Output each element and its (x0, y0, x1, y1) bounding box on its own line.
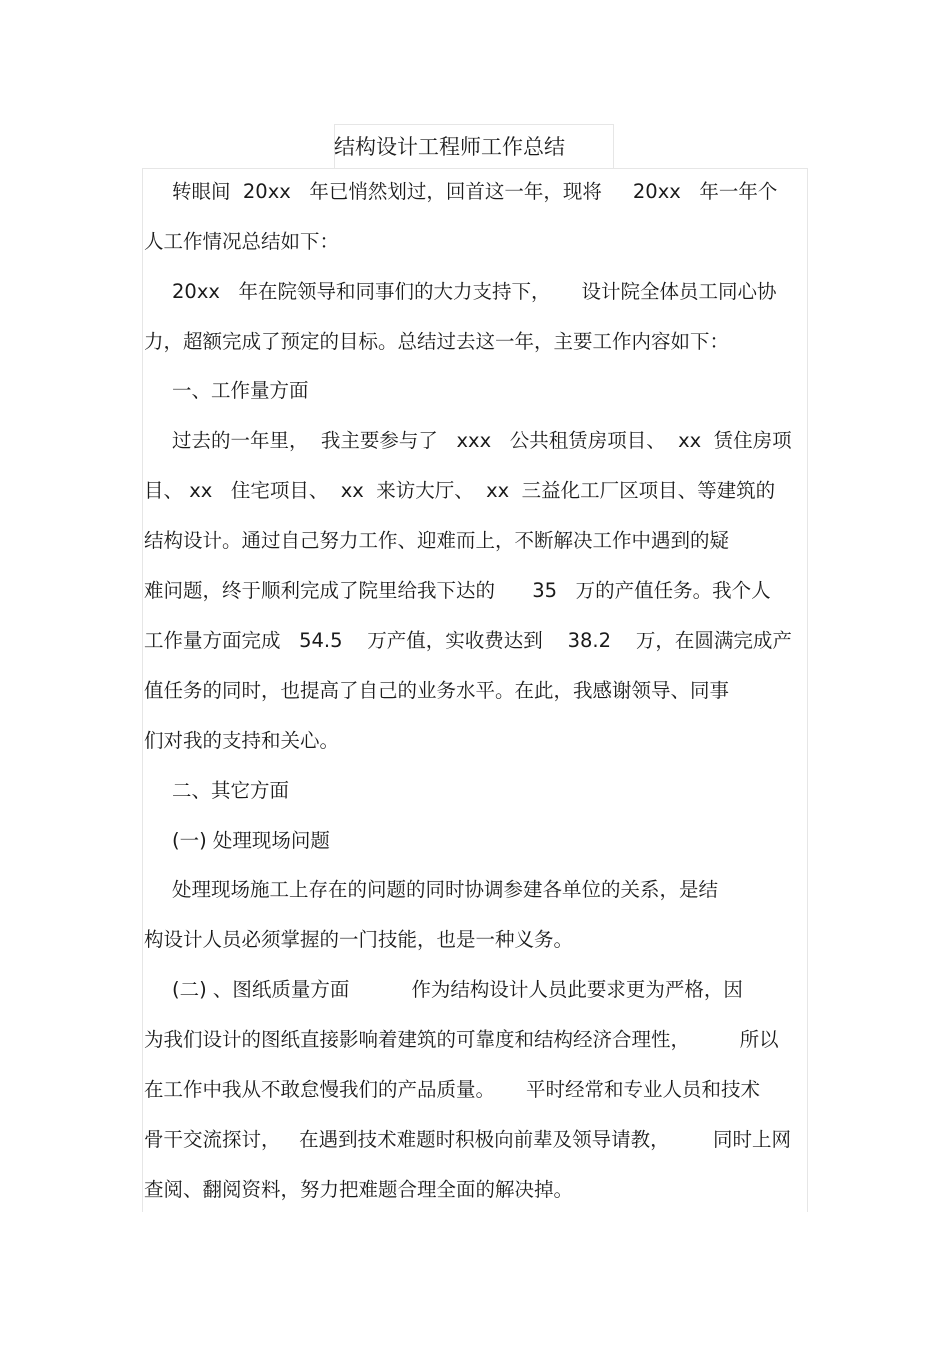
section-heading: 一、工作量方面 (172, 379, 309, 402)
text-line: 构设计人员必须掌握的一门技能，也是一种义务。 (144, 928, 574, 951)
text-line: 结构设计。通过自己努力工作、迎难而上，不断解决工作中遇到的疑 (144, 529, 730, 552)
text-line: 力，超额完成了预定的目标。总结过去这一年，主要工作内容如下： (144, 330, 730, 353)
section-heading: 二、其它方面 (172, 779, 290, 802)
text-line: 工作量方面完成 54.5 万产值，实收费达到 38.2 万，在圆满完成产 (144, 629, 792, 652)
text-line: 过去的一年里， 我主要参与了 xxx 公共租赁房项目、 xx 赁住房项 (172, 429, 792, 452)
text-line: 人工作情况总结如下： (144, 230, 340, 253)
text-line: 在工作中我从不敢怠慢我们的产品质量。 平时经常和专业人员和技术 (144, 1078, 760, 1101)
subsection-heading: (一) 处理现场问题 (172, 829, 330, 852)
document-title: 结构设计工程师工作总结 (334, 135, 565, 159)
text-line: (二) 、图纸质量方面 作为结构设计人员此要求更为严格，因 (172, 978, 743, 1001)
text-line: 查阅、翻阅资料，努力把难题合理全面的解决掉。 (144, 1178, 574, 1201)
text-line: 处理现场施工上存在的问题的同时协调参建各单位的关系，是结 (172, 878, 719, 901)
text-line: 难问题，终于顺利完成了院里给我下达的 35 万的产值任务。我个人 (144, 579, 771, 602)
text-line: 们对我的支持和关心。 (144, 729, 340, 752)
text-line: 转眼间 20xx 年已悄然划过，回首这一年，现将 20xx 年一年个 (172, 180, 778, 203)
text-line: 目、 xx 住宅项目、 xx 来访大厅、 xx 三益化工厂区项目、等建筑的 (144, 479, 776, 502)
text-line: 20xx 年在院领导和同事们的大力支持下， 设计院全体员工同心协 (172, 280, 777, 303)
text-line: 为我们设计的图纸直接影响着建筑的可靠度和结构经济合理性， 所以 (144, 1028, 779, 1051)
text-line: 骨干交流探讨， 在遇到技术难题时积极向前辈及领导请教， 同时上网 (144, 1128, 791, 1151)
text-line: 值任务的同时，也提高了自己的业务水平。在此，我感谢领导、同事 (144, 679, 730, 702)
